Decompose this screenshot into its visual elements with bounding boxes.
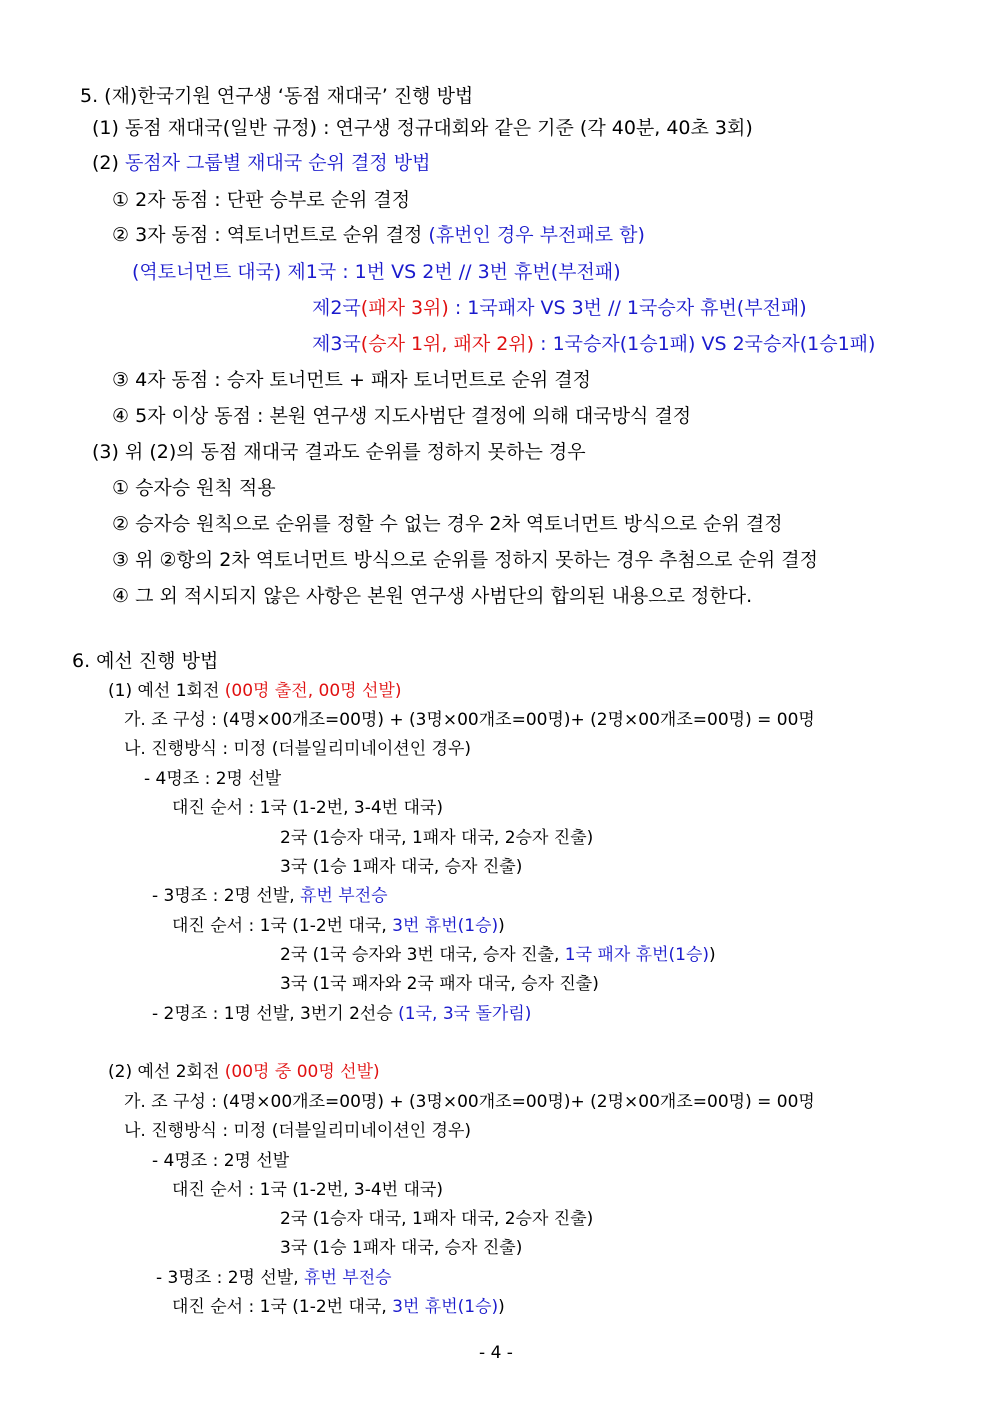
order-close: ) [498,916,505,936]
round-1-group-composition: 가. 조 구성 : (4명×00개조=00명) + (3명×00개조=00명)+ (2명×00개조=00명) = 00명 [124,710,815,730]
round-1-format: 나. 진행방식 : 미정 (더블일리미네이션인 경우) [124,739,472,759]
round-2-label: (2) 예선 2회전 [108,1062,225,1082]
round-1-group-3-text: - 3명조 : 2명 선발, [152,886,301,906]
reverse-tournament-game-1: (역토너먼트 대국) 제1국 : 1번 VS 2번 // 3번 휴번(부전패) [132,261,621,283]
rule-2-item-2-note: (휴번인 경우 부전패로 함) [428,224,645,246]
round-2-group-4-order-1: 대진 순서 : 1국 (1-2번, 3-4번 대국) [172,1180,443,1200]
game-3-detail: : 1국승자(1승1패) VS 2국승자(1승1패) [534,333,876,355]
rule-2-text: 동점자 그룹별 재대국 순위 결정 방법 [124,152,431,174]
game-3-label: 제3국 [312,333,361,355]
round-2-group-3-order-1 [172,1295,505,1319]
rule-2 [92,150,430,176]
round-2-group-4-order-2: 2국 (1승자 대국, 1패자 대국, 2승자 진출) [280,1209,594,1229]
order-bye: 3번 휴번(1승) [392,1297,499,1317]
round-1-group-4-order-3: 3국 (1승 1패자 대국, 승자 진출) [280,857,523,877]
round-2-group-3-text: - 3명조 : 2명 선발, [156,1268,305,1288]
order-text: 2국 (1국 승자와 3번 대국, 승자 진출, [280,945,565,965]
page-number: - 4 - [479,1343,513,1363]
round-1-group-3-order-1 [172,914,505,938]
round-1-count: (00명 출전, 00명 선발) [224,681,402,701]
group-2-text: - 2명조 : 1명 선발, 3번기 2선승 [152,1004,399,1024]
rule-3-item-3: ③ 위 ②항의 2차 역토너먼트 방식으로 순위를 정하지 못하는 경우 추첨으로 순위 결정 [112,549,818,571]
rule-3-item-2: ② 승자승 원칙으로 순위를 정할 수 없는 경우 2차 역토너먼트 방식으로 순위 결정 [112,513,783,535]
section-6-title: 6. 예선 진행 방법 [72,650,219,672]
group-2-note: (1국, 3국 돌가림) [398,1004,532,1024]
section-5-title: 5. (재)한국기원 연구생 ‘동점 재대국’ 진행 방법 [80,85,474,107]
game-2-detail: : 1국패자 VS 3번 // 1국승자 휴번(부전패) [448,297,807,319]
rule-2-item-3: ③ 4자 동점 : 승자 토너먼트 + 패자 토너먼트로 순위 결정 [112,369,591,391]
round-1-group-4: - 4명조 : 2명 선발 [144,769,282,789]
round-2-group-3-bye: 휴번 부전승 [304,1268,392,1288]
order-text: 대진 순서 : 1국 (1-2번 대국, [172,1297,393,1317]
round-1-group-4-order-2: 2국 (1승자 대국, 1패자 대국, 2승자 진출) [280,828,594,848]
round-2-count: (00명 중 00명 선발) [224,1062,380,1082]
rule-2-item-2 [112,222,645,248]
round-1-title [108,679,401,703]
rule-2-item-2-text: ② 3자 동점 : 역토너먼트로 순위 결정 [112,224,429,246]
round-1-group-3-order-3: 3국 (1국 패자와 2국 패자 대국, 승자 진출) [280,974,599,994]
rule-1: (1) 동점 재대국(일반 규정) : 연구생 정규대회와 같은 기준 (각 40분, 40초 3회) [92,117,753,139]
game-2-label: 제2국 [312,297,361,319]
round-1-label: (1) 예선 1회전 [108,681,225,701]
rule-2-item-4: ④ 5자 이상 동점 : 본원 연구생 지도사범단 결정에 의해 대국방식 결정 [112,405,692,427]
order-close: ) [709,945,716,965]
round-1-group-3-bye: 휴번 부전승 [300,886,388,906]
round-1-group-4-order-1: 대진 순서 : 1국 (1-2번, 3-4번 대국) [172,798,443,818]
rule-3-item-4: ④ 그 외 적시되지 않은 사항은 본원 연구생 사범단의 합의된 내용으로 정한다. [112,585,753,607]
rule-2-item-1: ① 2자 동점 : 단판 승부로 순위 결정 [112,189,411,211]
order-text: 대진 순서 : 1국 (1-2번 대국, [172,916,393,936]
rule-3-item-1: ① 승자승 원칙 적용 [112,477,276,499]
round-2-group-4-order-3: 3국 (1승 1패자 대국, 승자 진출) [280,1238,523,1258]
round-2-group-composition: 가. 조 구성 : (4명×00개조=00명) + (3명×00개조=00명)+ (2명×00개조=00명) = 00명 [124,1092,815,1112]
reverse-tournament-game-3 [312,331,875,357]
round-1-group-3 [152,884,388,908]
order-bye: 1국 패자 휴번(1승) [564,945,710,965]
rule-3: (3) 위 (2)의 동점 재대국 결과도 순위를 정하지 못하는 경우 [92,441,586,463]
game-3-rank: (승자 1위, 패자 2위) [360,333,535,355]
order-bye: 3번 휴번(1승) [392,916,499,936]
order-close: ) [498,1297,505,1317]
round-1-group-3-order-2 [280,943,716,967]
reverse-tournament-game-2 [312,295,807,321]
game-2-rank: (패자 3위) [360,297,449,319]
round-2-title [108,1060,380,1084]
rule-2-number: (2) [92,152,125,174]
round-2-group-3 [156,1266,392,1290]
round-1-group-2 [152,1002,531,1026]
round-2-group-4: - 4명조 : 2명 선발 [152,1151,290,1171]
round-2-format: 나. 진행방식 : 미정 (더블일리미네이션인 경우) [124,1121,472,1141]
